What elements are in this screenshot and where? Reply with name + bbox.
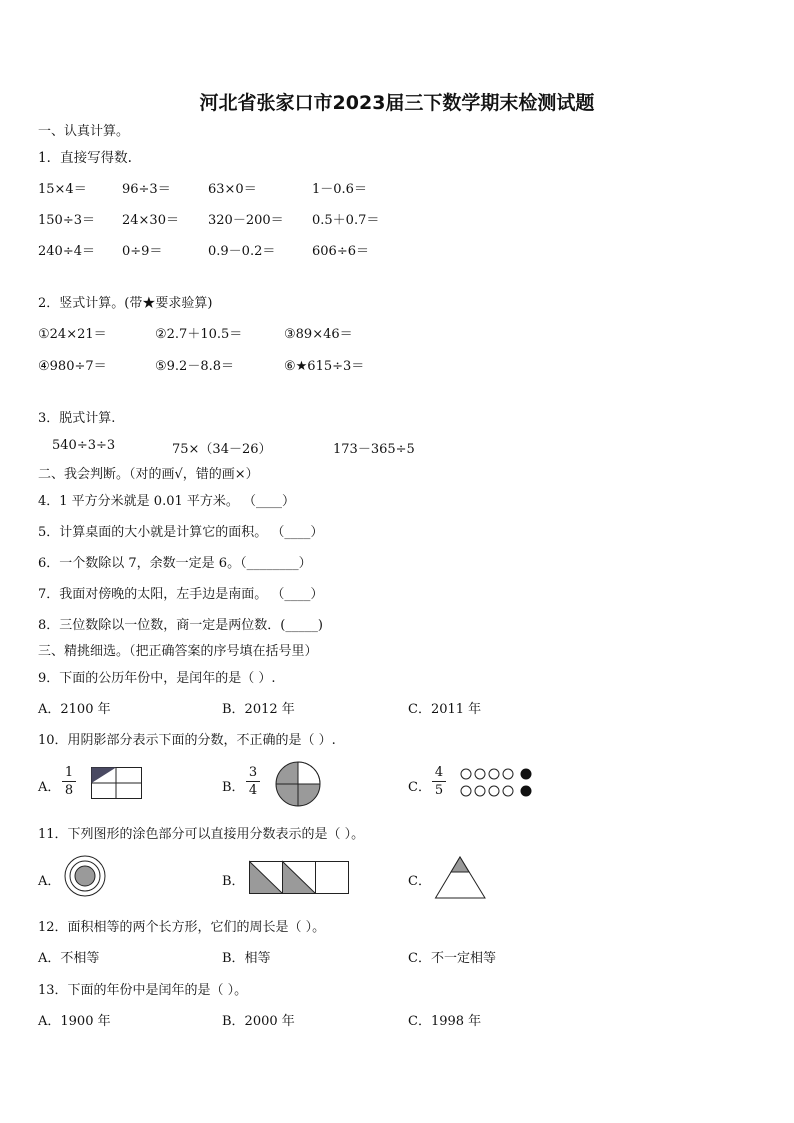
page-title: 河北省张家口市2023届三下数学期末检测试题 [199,92,595,114]
q9-option-c: C．2011 年 [408,702,482,717]
q1-item: 240÷4＝ [38,244,95,259]
judge-item: 6．一个数除以 7，余数一定是 6。（________） [38,556,312,571]
q9-option-a: A．2100 年 [38,702,111,717]
q3-item: 75×（34－26） [172,442,272,457]
q11-stem: 11．下列图形的涂色部分可以直接用分数表示的是（ ）。 [38,827,365,842]
q2-item: ①24×21＝ [38,327,107,342]
fraction-numerator: 3 [248,765,258,780]
fraction-denominator: 5 [434,783,444,798]
q1-item: 96÷3＝ [122,182,171,197]
q10-rectangle-diagram [91,767,143,799]
q10-option-b-letter: B． [222,780,245,795]
fraction-numerator: 1 [64,765,74,780]
q1-label: 1．直接写得数. [38,150,132,166]
q2-item: ⑥★615÷3＝ [284,359,365,374]
q2-item: ②2.7＋10.5＝ [155,327,243,342]
q12-option-c: C．不一定相等 [408,951,496,966]
q12-option-b: B．相等 [222,951,271,966]
q13-stem: 13．下面的年份中是闰年的是（ ）。 [38,983,248,998]
q10-circle-diagram [275,761,321,807]
q1-item: 1－0.6＝ [312,182,367,197]
q12-stem: 12．面积相等的两个长方形，它们的周长是（ ）。 [38,920,326,935]
q1-item: 63×0＝ [208,182,257,197]
q10-dots-diagram [460,767,536,799]
q2-item: ⑤9.2－8.8＝ [155,359,235,374]
q10-option-a-letter: A． [38,780,61,795]
judge-item: 5．计算桌面的大小就是计算它的面积。 （____） [38,525,324,540]
q9-stem: 9．下面的公历年份中，是闰年的是（ ）. [38,671,276,686]
q2-item: ④980÷7＝ [38,359,107,374]
q1-item: 606÷6＝ [312,244,369,259]
q12-option-a: A．不相等 [38,951,100,966]
fraction-denominator: 8 [64,783,74,798]
q11-triangle-diagram [435,856,487,900]
q3-item: 173－365÷5 [333,442,415,457]
q10-fraction-b [246,765,260,798]
judge-item: 8．三位数除以一位数，商一定是两位数．(_____) [38,618,323,633]
q11-ring-diagram [64,855,106,897]
q11-squares-diagram [249,861,351,895]
q9-option-b: B．2012 年 [222,702,295,717]
q11-option-b: B． [222,874,245,889]
q1-item: 320－200＝ [208,213,284,228]
fraction-numerator: 4 [434,765,444,780]
q1-item: 24×30＝ [122,213,179,228]
q13-option-a: A．1900 年 [38,1014,111,1029]
q10-stem: 10．用阴影部分表示下面的分数，不正确的是（ ）. [38,733,336,748]
q11-option-a: A． [38,874,61,889]
q2-item: ③89×46＝ [284,327,353,342]
q1-item: 0.9－0.2＝ [208,244,276,259]
q1-item: 15×4＝ [38,182,87,197]
section1-heading: 一、认真计算。 [38,124,130,139]
section2-heading: 二、我会判断。（对的画√，错的画×） [38,467,259,482]
judge-item: 7．我面对傍晚的太阳，左手边是南面。 （____） [38,587,324,602]
q1-item: 150÷3＝ [38,213,95,228]
q1-item: 0÷9＝ [122,244,163,259]
fraction-denominator: 4 [248,783,258,798]
q10-fraction-a [62,765,76,798]
q2-label: 2．竖式计算。(带★要求验算) [38,296,213,311]
q3-item: 540÷3÷3 [52,438,116,453]
judge-item: 4．1 平方分米就是 0.01 平方米。 （____） [38,494,296,509]
q13-option-b: B．2000 年 [222,1014,295,1029]
q1-item: 0.5＋0.7＝ [312,213,380,228]
q10-fraction-c [432,765,446,798]
q3-label: 3．脱式计算. [38,411,116,426]
q11-option-c: C． [408,874,431,889]
q13-option-c: C．1998 年 [408,1014,482,1029]
section3-heading: 三、精挑细选。（把正确答案的序号填在括号里） [38,644,318,659]
q10-option-c-letter: C． [408,780,431,795]
